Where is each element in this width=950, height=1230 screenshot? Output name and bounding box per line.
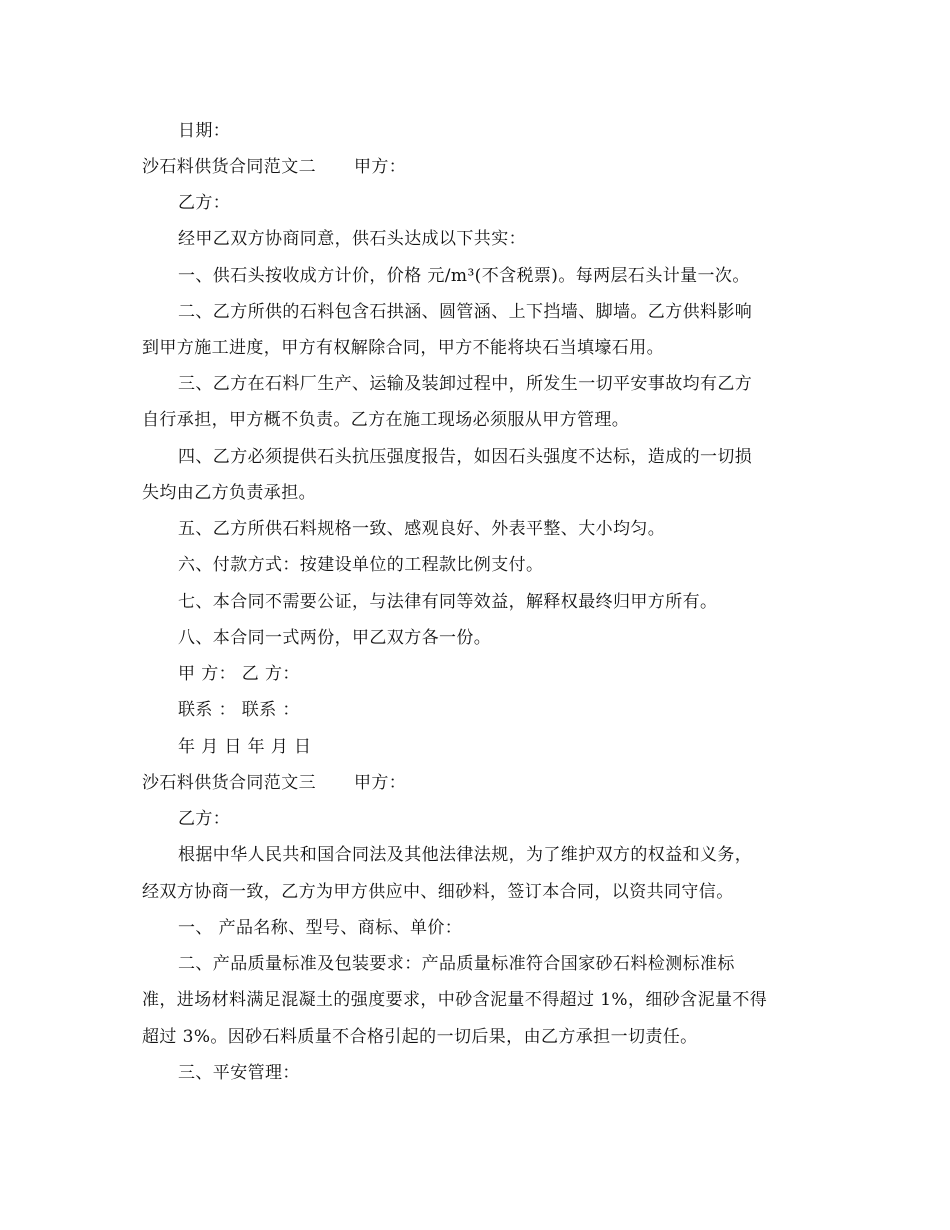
clause-1: 一、供石头按收成方计价，价格 元/m³(不含税票)。每两层石头计量一次。 bbox=[178, 266, 750, 286]
party-a-label: 甲方： bbox=[354, 157, 407, 177]
clause-8: 八、本合同一式两份，甲乙双方各一份。 bbox=[178, 628, 492, 648]
clause-3: 三、平安管理： bbox=[178, 1063, 300, 1083]
signature-contacts: 联系 ： 联系 ： bbox=[178, 700, 300, 720]
clause-2: 二、产品质量标准及包装要求：产品质量标准符合国家砂石料检测标准标 bbox=[178, 954, 735, 974]
date-line: 日期： bbox=[178, 121, 231, 141]
clause-3-cont: 自行承担，甲方概不负责。乙方在施工现场必须服从甲方管理。 bbox=[142, 410, 630, 430]
clause-2-cont: 准，进场材料满足混凝土的强度要求，中砂含泥量不得超过 1%，细砂含泥量不得 bbox=[142, 990, 768, 1010]
section-title: 沙石料供货合同范文二 bbox=[142, 157, 316, 177]
clause-3: 三、乙方在石料厂生产、运输及装卸过程中，所发生一切平安事故均有乙方 bbox=[178, 374, 753, 394]
section-heading-2 bbox=[142, 157, 406, 177]
clause-4: 四、乙方必须提供石头抗压强度报告，如因石头强度不达标，造成的一切损 bbox=[178, 447, 753, 467]
party-b-label: 乙方： bbox=[178, 809, 231, 829]
clause-2: 二、乙方所供的石料包含石拱涵、圆管涵、上下挡墙、脚墙。乙方供料影响 bbox=[178, 302, 753, 322]
clause-6: 六、付款方式：按建设单位的工程款比例支付。 bbox=[178, 555, 544, 575]
clause-4-cont: 失均由乙方负责承担。 bbox=[142, 483, 316, 503]
clause-5: 五、乙方所供石料规格一致、感观良好、外表平整、大小均匀。 bbox=[178, 519, 666, 539]
paragraph-cont: 经双方协商一致，乙方为甲方供应中、细砂料，签订本合同，以资共同守信。 bbox=[142, 882, 734, 902]
paragraph: 根据中华人民共和国合同法及其他法律法规，为了维护双方的权益和义务， bbox=[178, 845, 753, 865]
clause-2-cont: 到甲方施工进度，甲方有权解除合同，甲方不能将块石当填壕石用。 bbox=[142, 338, 664, 358]
signature-parties: 甲 方： 乙 方： bbox=[178, 664, 300, 684]
clause-2-cont: 超过 3%。因砂石料质量不合格引起的一切后果，由乙方承担一切责任。 bbox=[142, 1027, 698, 1047]
party-b-label: 乙方： bbox=[178, 193, 231, 213]
paragraph: 经甲乙双方协商同意，供石头达成以下共实： bbox=[178, 229, 526, 249]
section-title: 沙石料供货合同范文三 bbox=[142, 773, 316, 793]
signature-dates: 年 月 日 年 月 日 bbox=[178, 737, 312, 757]
clause-7: 七、本合同不需要公证，与法律有同等效益，解释权最终归甲方所有。 bbox=[178, 592, 718, 612]
section-heading-3 bbox=[142, 773, 406, 793]
party-a-label: 甲方： bbox=[354, 773, 407, 793]
clause-1: 一、 产品名称、型号、商标、单价： bbox=[178, 918, 463, 938]
